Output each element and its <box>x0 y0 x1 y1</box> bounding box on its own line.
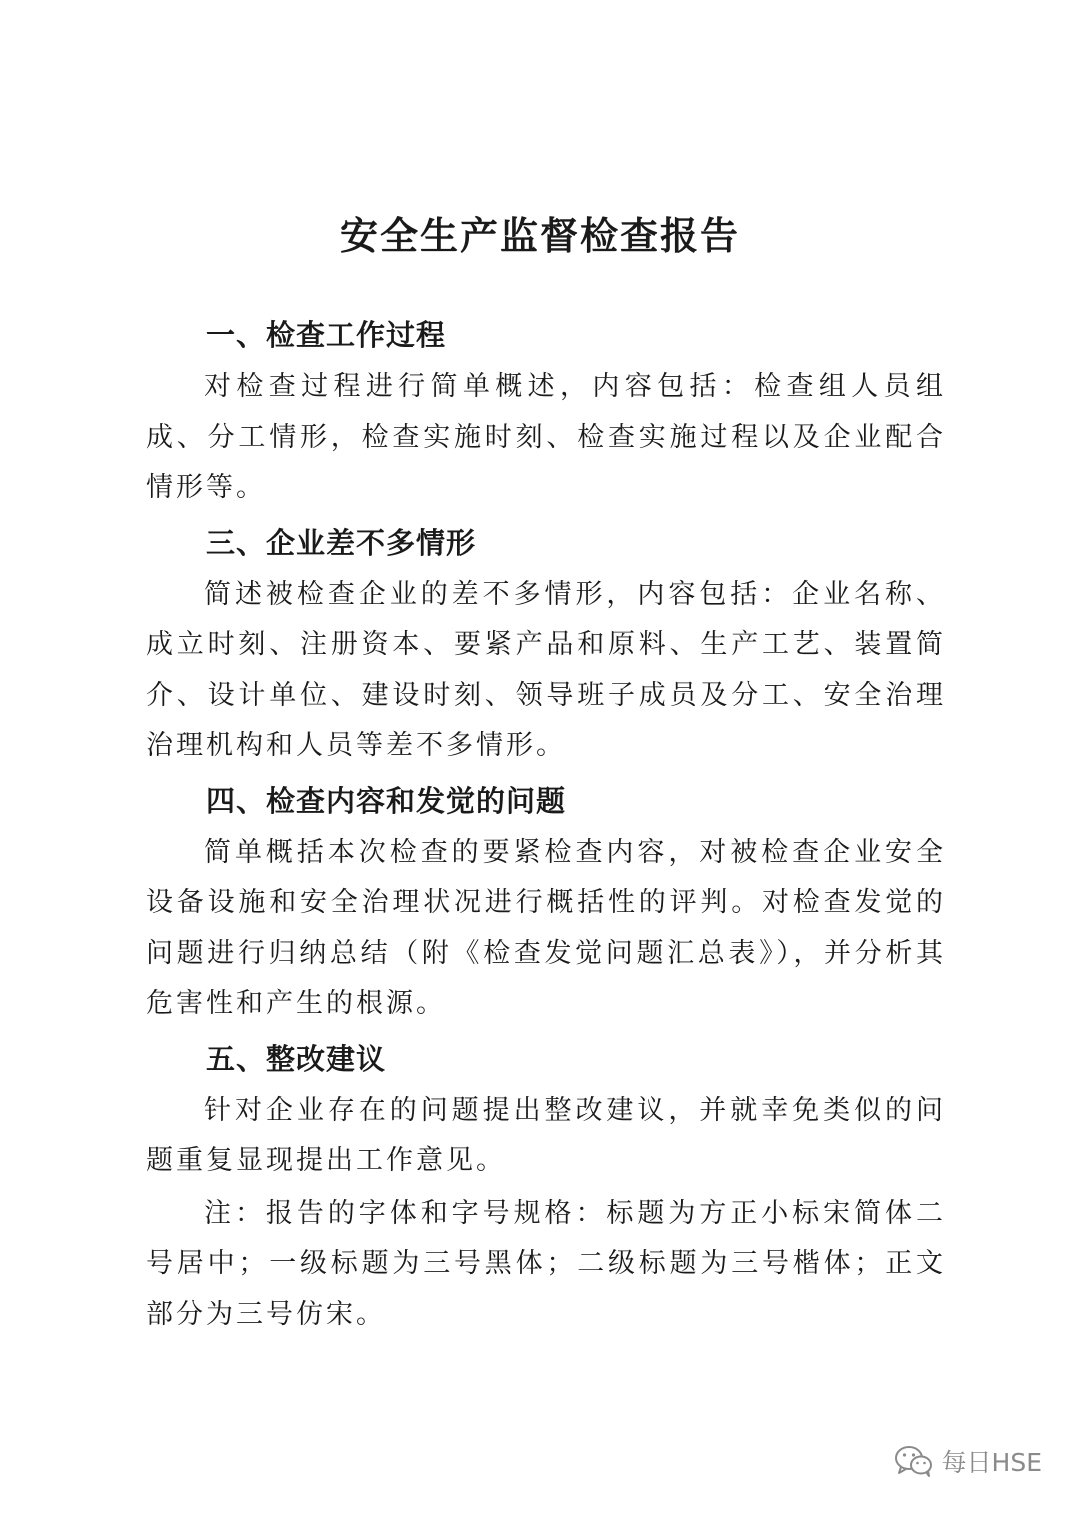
section-paragraph: 简述被检查企业的差不多情形，内容包括：企业名称、成立时刻、注册资本、要紧产品和原料、生产工艺、装置简介、设计单位、建设时刻、领导班子成员及分工、安全治理治理机构和人员等差不多情形。 <box>146 578 946 761</box>
section-paragraph: 简单概括本次检查的要紧检查内容，对被检查企业安全设备设施和安全治理状况进行概括性的评判。对检查发觉的问题进行归纳总结（附《检查发觉问题汇总表》），并分析其危害性和产生的根源。 <box>146 836 946 1019</box>
section-heading: 五、整改建议 <box>206 1041 387 1076</box>
section-heading: 三、企业差不多情形 <box>206 525 477 560</box>
format-note: 注：报告的字体和字号规格：标题为方正小标宋简体二号居中；一级标题为三号黑体；二级标题为三号楷体；正文部分为三号仿宋。 <box>146 1197 946 1330</box>
watermark-text: 每日HSE <box>941 1448 1042 1477</box>
section-rectification <box>146 1032 946 1341</box>
section-paragraph: 对检查过程进行简单概述，内容包括：检查组人员组成、分工情形，检查实施时刻、检查实施过程以及企业配合情形等。 <box>146 371 946 503</box>
wechat-icon <box>894 1444 934 1478</box>
section-heading: 一、检查工作过程 <box>206 318 447 352</box>
section-paragraph: 针对企业存在的问题提出整改建议，并就幸免类似的问题重复显现提出工作意见。 <box>146 1094 946 1176</box>
document-body <box>146 308 946 1342</box>
section-inspection-process <box>146 308 946 514</box>
section-enterprise-overview <box>146 516 946 772</box>
section-heading: 四、检查内容和发觉的问题 <box>206 783 567 818</box>
document-title: 安全生产监督检查报告 <box>339 214 740 258</box>
watermark <box>894 1443 1042 1479</box>
section-inspection-findings <box>146 774 946 1030</box>
